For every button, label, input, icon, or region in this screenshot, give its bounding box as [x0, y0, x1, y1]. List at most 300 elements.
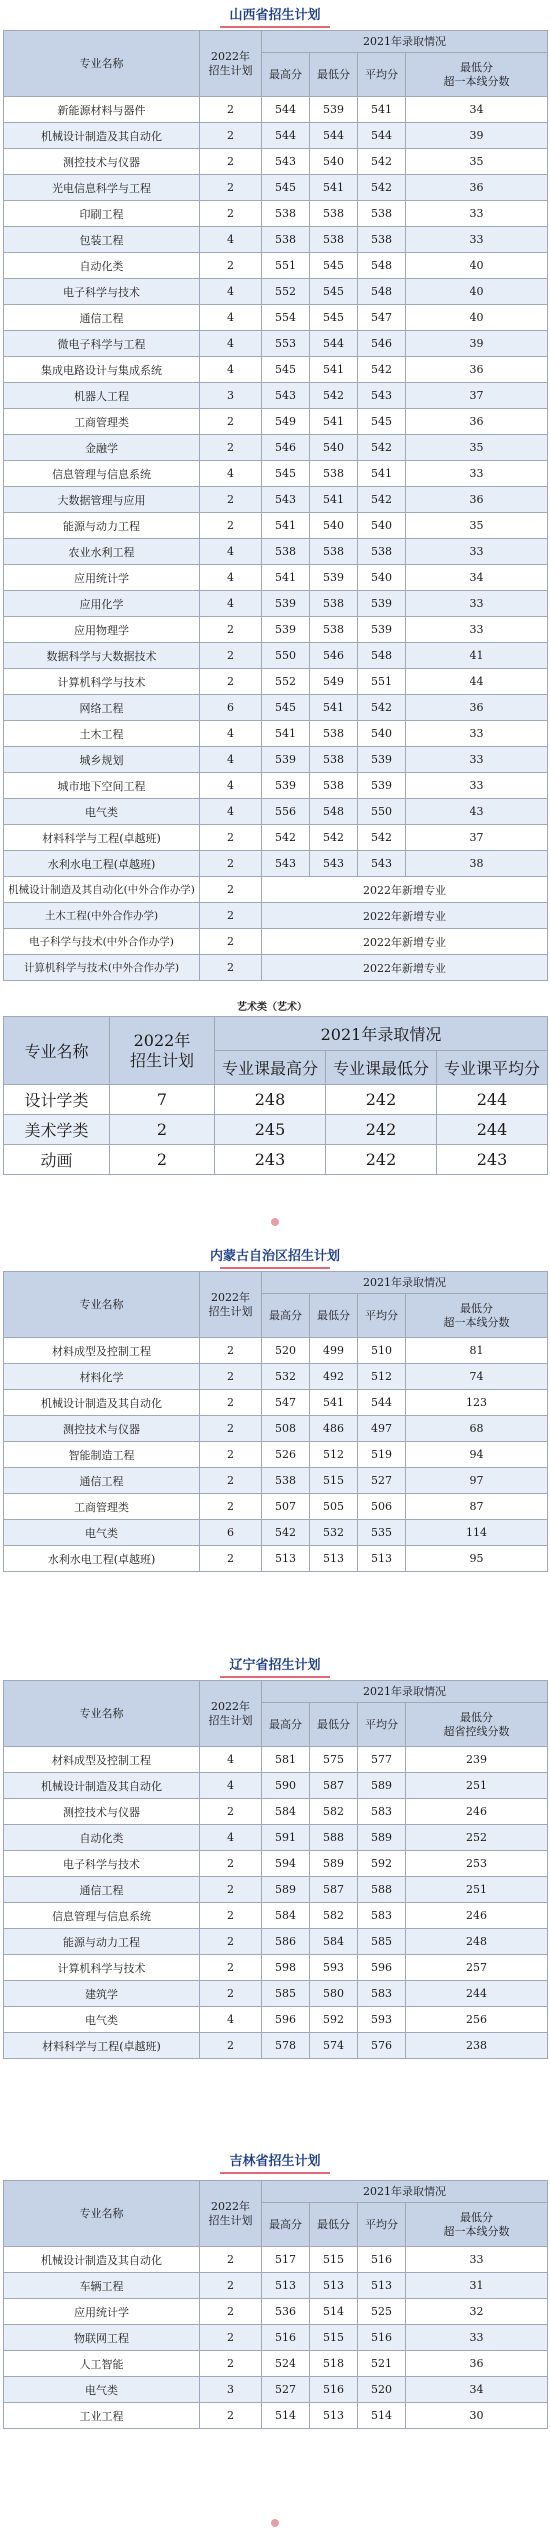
- value-cell: 532: [262, 1364, 310, 1390]
- value-cell: 592: [310, 2007, 358, 2033]
- value-cell: 545: [262, 461, 310, 487]
- major-name-cell: 材料成型及控制工程: [4, 1338, 200, 1364]
- table-row: [4, 513, 548, 539]
- major-name-cell: 电子科学与技术(中外合作办学): [4, 929, 200, 955]
- value-cell: 248: [406, 1929, 548, 1955]
- value-cell: 243: [437, 1145, 548, 1175]
- value-cell: 541: [358, 97, 406, 123]
- table-row: [4, 2247, 548, 2273]
- major-name-cell: 电气类: [4, 1520, 200, 1546]
- major-name-cell: 工商管理类: [4, 1494, 200, 1520]
- value-cell: 539: [262, 773, 310, 799]
- value-cell: 515: [310, 2247, 358, 2273]
- value-cell: 596: [262, 2007, 310, 2033]
- value-cell: 510: [358, 1338, 406, 1364]
- table-row: [4, 1955, 548, 1981]
- value-cell: 541: [262, 565, 310, 591]
- value-cell: 584: [262, 1903, 310, 1929]
- value-cell: 544: [310, 123, 358, 149]
- col-header-max: 最高分: [262, 1294, 310, 1338]
- value-cell: 540: [358, 721, 406, 747]
- col-header-plan: 2022年 招生计划: [200, 1681, 262, 1747]
- value-cell: 584: [310, 1929, 358, 1955]
- value-cell: 544: [358, 1390, 406, 1416]
- major-name-cell: 应用统计学: [4, 2299, 200, 2325]
- value-cell: 538: [358, 227, 406, 253]
- value-cell: 33: [406, 617, 548, 643]
- value-cell: 37: [406, 825, 548, 851]
- jilin-table-body: [4, 2247, 548, 2429]
- table-row: [4, 1494, 548, 1520]
- value-cell: 257: [406, 1955, 548, 1981]
- value-cell: 545: [262, 357, 310, 383]
- title-underline: [220, 1676, 330, 1678]
- major-name-cell: 网络工程: [4, 695, 200, 721]
- value-cell: 252: [406, 1825, 548, 1851]
- art-col-header-plan: 2022年 招生计划: [110, 1017, 215, 1085]
- major-name-cell: 动画: [4, 1145, 110, 1175]
- value-cell: 40: [406, 305, 548, 331]
- value-cell: 544: [310, 331, 358, 357]
- value-cell: 4: [200, 227, 262, 253]
- major-name-cell: 材料化学: [4, 1364, 200, 1390]
- value-cell: 589: [310, 1851, 358, 1877]
- col-header-over: 最低分 超一本线分数: [406, 1294, 548, 1338]
- value-cell: 545: [310, 305, 358, 331]
- table-row: [4, 383, 548, 409]
- value-cell: 582: [310, 1903, 358, 1929]
- value-cell: 36: [406, 409, 548, 435]
- value-cell: 546: [310, 643, 358, 669]
- table-row: [4, 617, 548, 643]
- value-cell: 2: [200, 513, 262, 539]
- value-cell: 551: [262, 253, 310, 279]
- table-row: [4, 1085, 548, 1115]
- value-cell: 516: [358, 2325, 406, 2351]
- value-cell: 97: [406, 1468, 548, 1494]
- table-row: [4, 1929, 548, 1955]
- col-header-over: 最低分 超一本线分数: [406, 53, 548, 97]
- value-cell: 33: [406, 773, 548, 799]
- col-header-major: 专业名称: [4, 1681, 200, 1747]
- value-cell: 543: [262, 383, 310, 409]
- value-cell: 246: [406, 1903, 548, 1929]
- value-cell: 541: [310, 175, 358, 201]
- major-name-cell: 新能源材料与器件: [4, 97, 200, 123]
- value-cell: 548: [358, 253, 406, 279]
- major-name-cell: 机械设计制造及其自动化: [4, 123, 200, 149]
- value-cell: 544: [262, 97, 310, 123]
- table-row: [4, 1442, 548, 1468]
- value-cell: 541: [310, 695, 358, 721]
- major-name-cell: 电子科学与技术: [4, 279, 200, 305]
- value-cell: 544: [262, 123, 310, 149]
- value-cell: 40: [406, 279, 548, 305]
- value-cell: 519: [358, 1442, 406, 1468]
- value-cell: 543: [310, 851, 358, 877]
- col-header-major: 专业名称: [4, 1272, 200, 1338]
- value-cell: 2: [200, 253, 262, 279]
- table-row: [4, 2007, 548, 2033]
- table-row: [4, 357, 548, 383]
- value-cell: 34: [406, 565, 548, 591]
- major-name-cell: 金融学: [4, 435, 200, 461]
- value-cell: 546: [358, 331, 406, 357]
- value-cell: 546: [262, 435, 310, 461]
- table-row: [4, 1747, 548, 1773]
- col-header-result: 2021年录取情况: [262, 1681, 548, 1703]
- value-cell: 2: [200, 175, 262, 201]
- value-cell: 540: [310, 513, 358, 539]
- major-name-cell: 测控技术与仪器: [4, 149, 200, 175]
- value-cell: 253: [406, 1851, 548, 1877]
- value-cell: 539: [262, 747, 310, 773]
- major-name-cell: 电气类: [4, 2377, 200, 2403]
- table-row-new-major: [4, 955, 548, 981]
- table-row-new-major: [4, 929, 548, 955]
- value-cell: 39: [406, 331, 548, 357]
- value-cell: 513: [358, 1546, 406, 1572]
- value-cell: 244: [437, 1085, 548, 1115]
- neimenggu-section-title: [0, 1245, 550, 1269]
- value-cell: 2: [200, 201, 262, 227]
- value-cell: 244: [437, 1115, 548, 1145]
- value-cell: 114: [406, 1520, 548, 1546]
- value-cell: 74: [406, 1364, 548, 1390]
- table-row: [4, 591, 548, 617]
- value-cell: 242: [326, 1145, 437, 1175]
- value-cell: 592: [358, 1851, 406, 1877]
- value-cell: 575: [310, 1747, 358, 1773]
- value-cell: 4: [200, 1825, 262, 1851]
- value-cell: 538: [310, 461, 358, 487]
- value-cell: 34: [406, 2377, 548, 2403]
- value-cell: 539: [262, 617, 310, 643]
- table-row: [4, 1825, 548, 1851]
- major-name-cell: 计算机科学与技术: [4, 1955, 200, 1981]
- value-cell: 542: [262, 1520, 310, 1546]
- value-cell: 542: [358, 435, 406, 461]
- major-name-cell: 美术学类: [4, 1115, 110, 1145]
- value-cell: 2: [200, 123, 262, 149]
- major-name-cell: 设计学类: [4, 1085, 110, 1115]
- table-row: [4, 331, 548, 357]
- value-cell: 539: [310, 97, 358, 123]
- table-row: [4, 1877, 548, 1903]
- col-header-result: 2021年录取情况: [262, 1272, 548, 1294]
- value-cell: 580: [310, 1981, 358, 2007]
- value-cell: 3: [200, 2377, 262, 2403]
- value-cell: 39: [406, 123, 548, 149]
- jilin-section-title: [0, 2150, 550, 2174]
- table-row: [4, 305, 548, 331]
- table-row: [4, 435, 548, 461]
- value-cell: 596: [358, 1955, 406, 1981]
- value-cell: 589: [262, 1877, 310, 1903]
- value-cell: 2: [200, 2033, 262, 2059]
- value-cell: 4: [200, 461, 262, 487]
- value-cell: 2: [200, 825, 262, 851]
- value-cell: 556: [262, 799, 310, 825]
- major-name-cell: 电气类: [4, 2007, 200, 2033]
- value-cell: 245: [215, 1115, 326, 1145]
- value-cell: 514: [262, 2403, 310, 2429]
- major-name-cell: 印刷工程: [4, 201, 200, 227]
- major-name-cell: 通信工程: [4, 1877, 200, 1903]
- col-header-max: 最高分: [262, 1703, 310, 1747]
- value-cell: 33: [406, 747, 548, 773]
- col-header-result: 2021年录取情况: [262, 2181, 548, 2203]
- value-cell: 2: [200, 851, 262, 877]
- value-cell: 2: [200, 149, 262, 175]
- title-underline: [220, 2172, 330, 2174]
- value-cell: 543: [262, 149, 310, 175]
- value-cell: 507: [262, 1494, 310, 1520]
- neimenggu-table: [3, 1271, 548, 1572]
- value-cell: 538: [310, 201, 358, 227]
- value-cell: 517: [262, 2247, 310, 2273]
- major-name-cell: 人工智能: [4, 2351, 200, 2377]
- art-col-header-major: 专业名称: [4, 1017, 110, 1085]
- col-header-avg: 平均分: [358, 53, 406, 97]
- value-cell: 544: [358, 123, 406, 149]
- value-cell: 515: [310, 1468, 358, 1494]
- major-name-cell: 自动化类: [4, 1825, 200, 1851]
- value-cell: 541: [310, 357, 358, 383]
- value-cell: 2: [110, 1145, 215, 1175]
- table-row: [4, 1115, 548, 1145]
- value-cell: 492: [310, 1364, 358, 1390]
- value-cell: 550: [262, 643, 310, 669]
- major-name-cell: 水利水电工程(卓越班): [4, 851, 200, 877]
- major-name-cell: 城市地下空间工程: [4, 773, 200, 799]
- table-row: [4, 97, 548, 123]
- value-cell: 2: [200, 1416, 262, 1442]
- major-name-cell: 测控技术与仪器: [4, 1416, 200, 1442]
- value-cell: 36: [406, 357, 548, 383]
- table-row: [4, 1364, 548, 1390]
- value-cell: 6: [200, 695, 262, 721]
- value-cell: 549: [262, 409, 310, 435]
- value-cell: 2: [200, 1494, 262, 1520]
- value-cell: 36: [406, 175, 548, 201]
- value-cell: 548: [358, 279, 406, 305]
- table-row: [4, 487, 548, 513]
- table-row: [4, 1981, 548, 2007]
- value-cell: 516: [358, 2247, 406, 2273]
- value-cell: 513: [262, 1546, 310, 1572]
- value-cell: 2: [200, 2325, 262, 2351]
- art-col-header-avg: 专业课平均分: [437, 1051, 548, 1085]
- value-cell: 574: [310, 2033, 358, 2059]
- value-cell: 549: [310, 669, 358, 695]
- value-cell: 538: [310, 591, 358, 617]
- value-cell: 577: [358, 1747, 406, 1773]
- shanxi-table: [3, 30, 548, 981]
- value-cell: 251: [406, 1773, 548, 1799]
- value-cell: 584: [262, 1799, 310, 1825]
- major-name-cell: 材料科学与工程(卓越班): [4, 2033, 200, 2059]
- value-cell: 243: [215, 1145, 326, 1175]
- value-cell: 242: [326, 1115, 437, 1145]
- shanxi-table-body: [4, 97, 548, 981]
- major-name-cell: 信息管理与信息系统: [4, 1903, 200, 1929]
- major-name-cell: 机械设计制造及其自动化: [4, 1773, 200, 1799]
- value-cell: 514: [358, 2403, 406, 2429]
- value-cell: 33: [406, 2325, 548, 2351]
- col-header-avg: 平均分: [358, 1294, 406, 1338]
- value-cell: 518: [310, 2351, 358, 2377]
- value-cell: 543: [358, 383, 406, 409]
- table-row: [4, 1416, 548, 1442]
- value-cell: 524: [262, 2351, 310, 2377]
- table-row: [4, 1338, 548, 1364]
- value-cell: 2: [200, 2299, 262, 2325]
- col-header-max: 最高分: [262, 53, 310, 97]
- value-cell: 4: [200, 539, 262, 565]
- value-cell: 583: [358, 1903, 406, 1929]
- new-major-note: 2022年新增专业: [262, 903, 548, 929]
- value-cell: 542: [310, 825, 358, 851]
- table-row: [4, 2033, 548, 2059]
- value-cell: 538: [310, 773, 358, 799]
- value-cell: 2: [200, 1877, 262, 1903]
- value-cell: 33: [406, 461, 548, 487]
- value-cell: 2: [200, 903, 262, 929]
- value-cell: 33: [406, 721, 548, 747]
- value-cell: 68: [406, 1416, 548, 1442]
- value-cell: 538: [358, 539, 406, 565]
- table-row: [4, 1903, 548, 1929]
- value-cell: 2: [200, 1442, 262, 1468]
- liaoning-title-text: 辽宁省招生计划: [229, 1658, 321, 1673]
- major-name-cell: 车辆工程: [4, 2273, 200, 2299]
- major-name-cell: 机器人工程: [4, 383, 200, 409]
- value-cell: 542: [358, 175, 406, 201]
- col-header-max: 最高分: [262, 2203, 310, 2247]
- table-row: [4, 799, 548, 825]
- value-cell: 41: [406, 643, 548, 669]
- art-col-header-result: 2021年录取情况: [215, 1017, 548, 1051]
- value-cell: 514: [310, 2299, 358, 2325]
- value-cell: 538: [310, 617, 358, 643]
- table-row: [4, 1468, 548, 1494]
- value-cell: 520: [358, 2377, 406, 2403]
- major-name-cell: 通信工程: [4, 1468, 200, 1494]
- major-name-cell: 材料成型及控制工程: [4, 1747, 200, 1773]
- value-cell: 87: [406, 1494, 548, 1520]
- value-cell: 598: [262, 1955, 310, 1981]
- value-cell: 542: [310, 383, 358, 409]
- value-cell: 2: [200, 929, 262, 955]
- table-row: [4, 669, 548, 695]
- table-row: [4, 123, 548, 149]
- art-table: [3, 1016, 548, 1175]
- value-cell: 35: [406, 435, 548, 461]
- value-cell: 525: [358, 2299, 406, 2325]
- value-cell: 37: [406, 383, 548, 409]
- value-cell: 2: [200, 1546, 262, 1572]
- major-name-cell: 计算机科学与技术(中外合作办学): [4, 955, 200, 981]
- value-cell: 520: [262, 1338, 310, 1364]
- major-name-cell: 土木工程(中外合作办学): [4, 903, 200, 929]
- value-cell: 539: [358, 591, 406, 617]
- table-row: [4, 149, 548, 175]
- value-cell: 513: [262, 2273, 310, 2299]
- value-cell: 2: [200, 1799, 262, 1825]
- major-name-cell: 城乡规划: [4, 747, 200, 773]
- table-row: [4, 825, 548, 851]
- value-cell: 44: [406, 669, 548, 695]
- value-cell: 2: [200, 2247, 262, 2273]
- table-row: [4, 1773, 548, 1799]
- value-cell: 513: [310, 2403, 358, 2429]
- value-cell: 4: [200, 591, 262, 617]
- value-cell: 540: [310, 149, 358, 175]
- value-cell: 7: [110, 1085, 215, 1115]
- table-row-new-major: [4, 903, 548, 929]
- value-cell: 4: [200, 565, 262, 591]
- new-major-note: 2022年新增专业: [262, 877, 548, 903]
- major-name-cell: 微电子科学与工程: [4, 331, 200, 357]
- major-name-cell: 数据科学与大数据技术: [4, 643, 200, 669]
- col-header-over: 最低分 超一本线分数: [406, 2203, 548, 2247]
- value-cell: 538: [310, 747, 358, 773]
- col-header-major: 专业名称: [4, 2181, 200, 2247]
- value-cell: 2: [200, 1338, 262, 1364]
- value-cell: 583: [358, 1799, 406, 1825]
- value-cell: 123: [406, 1390, 548, 1416]
- value-cell: 36: [406, 2351, 548, 2377]
- table-row: [4, 2299, 548, 2325]
- value-cell: 2: [200, 669, 262, 695]
- value-cell: 2: [200, 2351, 262, 2377]
- table-row: [4, 227, 548, 253]
- value-cell: 540: [358, 513, 406, 539]
- major-name-cell: 信息管理与信息系统: [4, 461, 200, 487]
- value-cell: 516: [310, 2377, 358, 2403]
- value-cell: 513: [358, 2273, 406, 2299]
- value-cell: 81: [406, 1338, 548, 1364]
- value-cell: 94: [406, 1442, 548, 1468]
- value-cell: 538: [262, 227, 310, 253]
- value-cell: 527: [358, 1468, 406, 1494]
- value-cell: 2: [200, 1929, 262, 1955]
- neimenggu-table-body: [4, 1338, 548, 1572]
- major-name-cell: 能源与动力工程: [4, 513, 200, 539]
- shanxi-section-title: [0, 4, 550, 28]
- table-row: [4, 2325, 548, 2351]
- major-name-cell: 应用物理学: [4, 617, 200, 643]
- table-row: [4, 461, 548, 487]
- value-cell: 2: [200, 1903, 262, 1929]
- value-cell: 2: [200, 877, 262, 903]
- liaoning-table: [3, 1680, 548, 2059]
- value-cell: 527: [262, 2377, 310, 2403]
- value-cell: 553: [262, 331, 310, 357]
- major-name-cell: 集成电路设计与集成系统: [4, 357, 200, 383]
- value-cell: 548: [310, 799, 358, 825]
- value-cell: 3: [200, 383, 262, 409]
- value-cell: 4: [200, 279, 262, 305]
- major-name-cell: 工商管理类: [4, 409, 200, 435]
- value-cell: 2: [200, 97, 262, 123]
- value-cell: 541: [310, 1390, 358, 1416]
- value-cell: 585: [358, 1929, 406, 1955]
- value-cell: 4: [200, 1747, 262, 1773]
- value-cell: 505: [310, 1494, 358, 1520]
- major-name-cell: 测控技术与仪器: [4, 1799, 200, 1825]
